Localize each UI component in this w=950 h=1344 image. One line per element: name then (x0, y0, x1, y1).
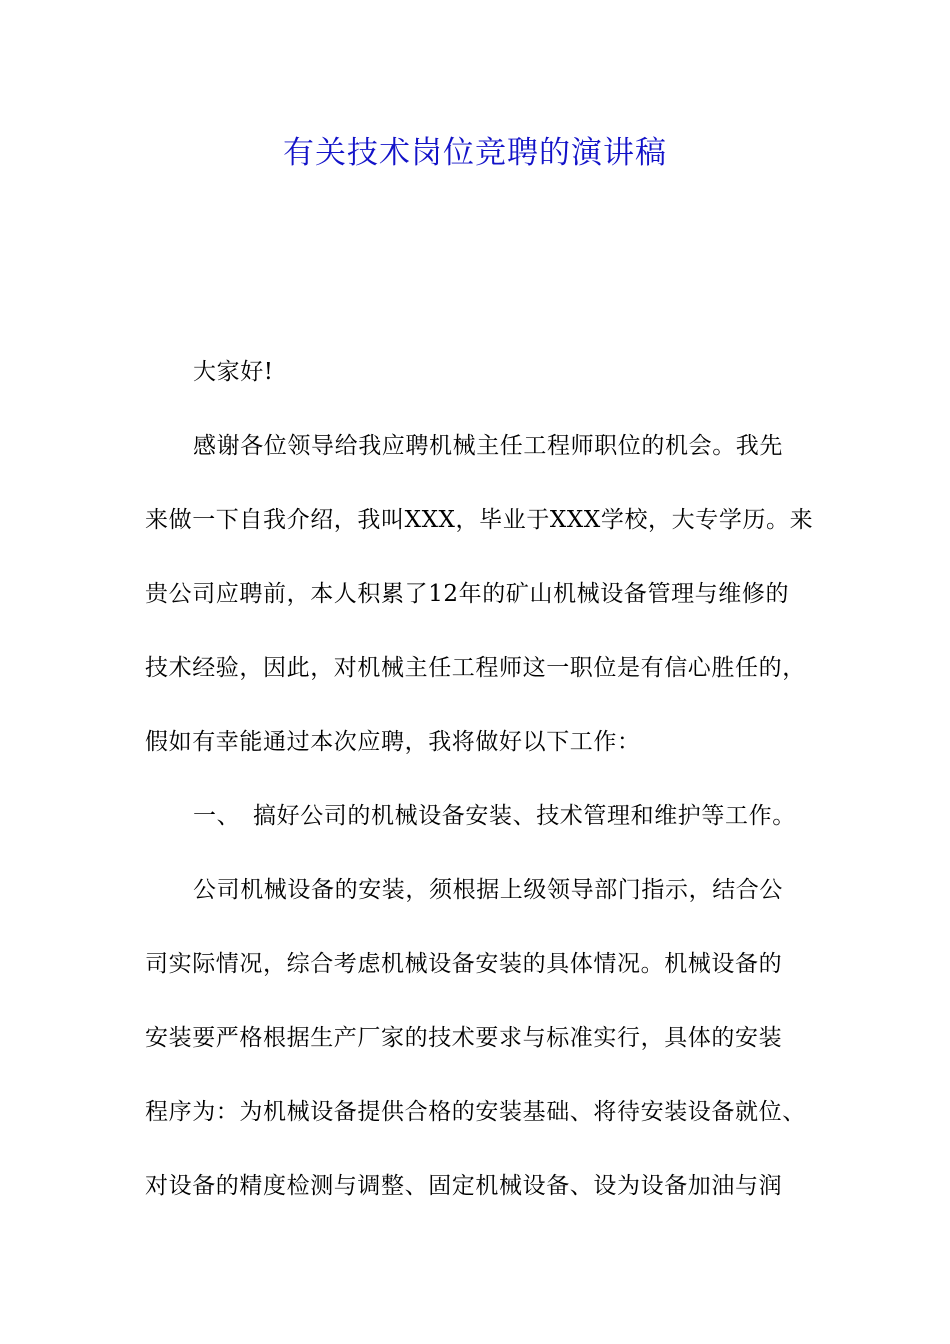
paragraph-line: 司实际情况，综合考虑机械设备安装的具体情况。机械设备的 (145, 951, 783, 977)
paragraph-line: 对设备的精度检测与调整、固定机械设备、设为设备加油与润 (145, 1173, 783, 1199)
document-body (145, 335, 825, 1223)
paragraph-line: 感谢各位领导给我应聘机械主任工程师职位的机会。我先 (193, 433, 783, 459)
section-heading-text: 搞好公司的机械设备安装、技术管理和维护等工作。 (253, 803, 796, 829)
paragraph-line: 假如有幸能通过本次应聘，我将做好以下工作： (145, 729, 641, 755)
paragraph-line: 技术经验，因此，对机械主任工程师这一职位是有信心胜任的， (145, 655, 806, 681)
paragraph-line: 程序为：为机械设备提供合格的安装基础、将待安装设备就位、 (145, 1099, 806, 1125)
paragraph-line: 来做一下自我介绍，我叫XXX，毕业于XXX学校，大专学历。来 (145, 507, 814, 533)
paragraph-line: 公司机械设备的安装，须根据上级领导部门指示，结合公 (193, 877, 783, 903)
paragraph-line: 安装要严格根据生产厂家的技术要求与标准实行，具体的安装 (145, 1025, 783, 1051)
section-number: 一、 (193, 803, 241, 829)
document-title: 有关技术岗位竞聘的演讲稿 (283, 135, 667, 171)
paragraph-line: 贵公司应聘前，本人积累了12年的矿山机械设备管理与维修的 (145, 581, 790, 607)
paragraph-line: 大家好! (193, 359, 274, 385)
section-heading (145, 779, 825, 853)
